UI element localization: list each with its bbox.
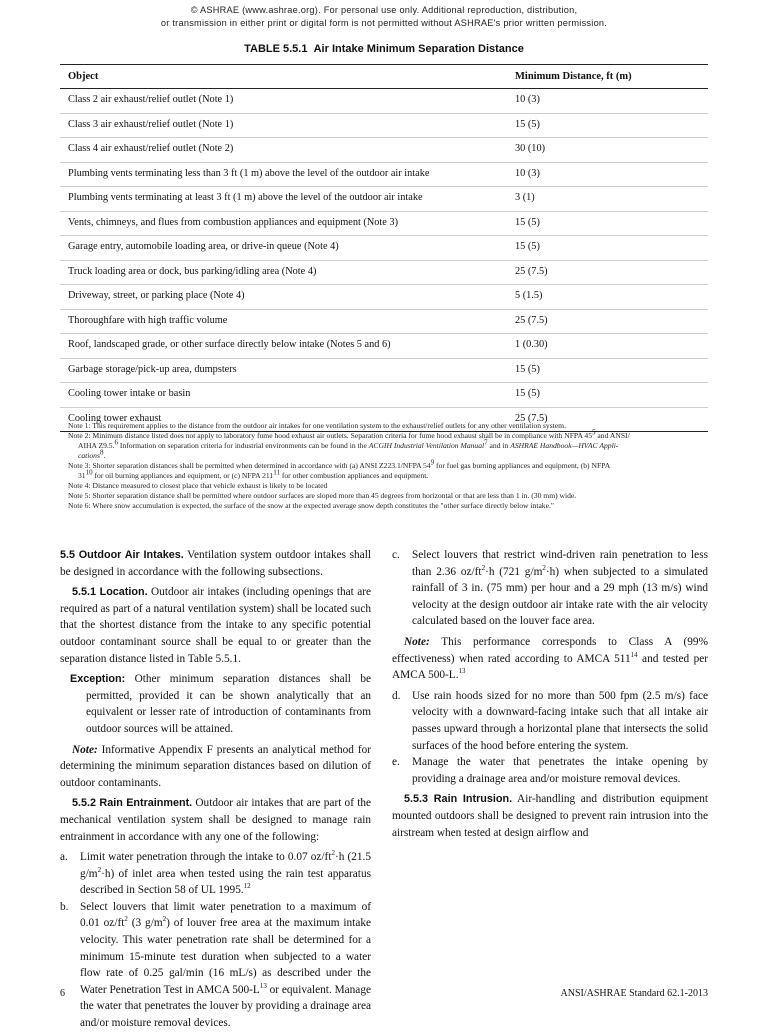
cell-object: Truck loading area or dock, bus parking/idling area (Note 4) [68,265,317,277]
note-4: Note 4: Distance measured to closest place that vehicle exhaust is likely to be located [68,481,328,490]
page-number: 6 [60,988,65,999]
section-5-5-2: 5.5.2 Rain Entrainment. Outdoor air intakes that are part of the mechanical ventilation system shall be designed to manage rain entrainment in accordance with any one of the following: [60,797,371,843]
cell-object: Plumbing vents terminating less than 3 ft (1 m) above the level of the outdoor air intake [68,167,430,179]
note-class-a: Note: This performance corresponds to Class A (99% effectiveness) when rated according to AMCA $511^{14}$ and tested per AMCA 500-L.$^{13}$ [392,635,708,682]
table-row [60,359,708,384]
table-row [60,310,708,335]
cell-distance: 1 (0.30) [515,339,548,350]
table-row [60,261,708,286]
table-row [60,285,708,310]
table-number: TABLE 5.5.1 [244,43,308,55]
table-top-rule [60,64,708,65]
list-item-d: d. Use rain hoods sized for no more than 500 fpm (2.5 m/s) face velocity with a downward-facing intake such that all intake air passes upward through a horizontal plane that intersects the solid surfaces of the hood before entering the system. [392,689,708,752]
exception: Exception: Other minimum separation distances shall be permitted, provided it can be shown analytically that an equivalent or lesser rate of introduction of contaminants from outdoor sources will be attained. [70,673,371,735]
cell-object: Class 3 air exhaust/relief outlet (Note 1) [68,118,234,130]
section-5-5-1: 5.5.1 Location. Outdoor air intakes (including openings that are required as part of a natural ventilation system) shall be located such that the shortest distance from the intake to any specific potential outdoor contaminant source shall be equal to or greater than the separation distance listed in Table 5.5.1. [60,586,371,665]
cell-object: Class 4 air exhaust/relief outlet (Note 2) [68,143,234,154]
table-caption: Air Intake Minimum Separation Distance [313,43,524,55]
list-item-e: e. Manage the water that penetrates the intake opening by providing a drainage area and/or moisture removal devices. [392,756,708,785]
cell-distance: 3 (1) [515,192,535,203]
cell-distance: 25 (7.5) [515,412,548,424]
note-1: Note 1: This requirement applies to the distance from the outdoor air intakes for one ventilation system to the exhaust/relief outlets for any other ventilation system. [68,421,566,430]
table-row [60,334,708,359]
table-row [60,212,708,237]
cell-object: Plumbing vents terminating at least 3 ft (1 m) above the level of the outdoor air intake [68,192,423,203]
cell-distance: 30 (10) [515,143,546,154]
standard-name: ANSI/ASHRAE Standard 62.1-2013 [560,988,708,999]
cell-distance: 10 (3) [515,94,540,105]
body-column-right [392,547,708,841]
body-column-left [60,547,371,1032]
section-5-5-3: 5.5.3 Rain Intrusion. Air-handling and distribution equipment mounted outdoors shall be designed to prevent rain intrusion into the airstream when tested at design airflow and [392,793,708,839]
cell-object: Cooling tower exhaust [68,412,162,424]
cell-distance: 5 (1.5) [515,290,543,301]
cell-object: Garage entry, automobile loading area, or drive-in queue (Note 4) [68,241,339,252]
table-row [60,138,708,163]
note-3-cont: $31^{10}$ for oil burning appliances and equipment, or (c) NFPA $211^{11}$ for other combustion appliances and equipment. [78,468,429,480]
table-row [60,114,708,139]
table-row [60,383,708,408]
cell-distance: 15 (5) [515,388,540,399]
note-2: Note 2: Minimum distance listed does not apply to laboratory fume hood exhaust air outlets. Separation criteria for fume hood exhaust shall be in compliance with NFPA $45^5$ and ANSI/ [68,428,630,440]
list-item-c: c. Select louvers that restrict wind-driven rain penetration to less than 2.36 $oz/ft^2\cdot h$ (721 $g/m^2\cdot h$) when subjected to a simulated rainfall of 3 in. (75 mm) per hour and a 29 mph (13 m/s) wind velocity at the design outdoor air intake rate with the air velocity calculated based on the louver face area. [392,549,708,628]
cell-distance: 15 (5) [515,216,540,228]
table-row [60,236,708,261]
cell-object: Driveway, street, or parking place (Note 4) [68,290,245,301]
column-header-object: Object [68,71,99,82]
note-2-end: cations$^8$. [78,448,106,460]
note-5: Note 5: Shorter separation distance shall be permitted where outdoor surfaces are sloped more than 45 degrees from horizontal or that are less than 1 in. (30 mm) wide. [68,491,577,500]
list-item-a: a. Limit water penetration through the intake to 0.07 $oz/ft^2\cdot h$ (21.5 $g/m^2\cdot h$) of inlet area when tested using the rain test apparatus described in Section 58 of UL 1995.12 [60,849,371,897]
table-row [60,187,708,212]
copyright-line-2: or transmission in either print or digital form is not permitted without ASHRAE's prior written permission. [160,18,608,28]
cell-object: Thoroughfare with high traffic volume [68,314,228,326]
table-body [60,89,708,432]
cell-distance: 15 (5) [515,241,540,252]
list-item-b: b. Select louvers that limit water penetration to a maximum of 0.01 $oz/ft^2$ (3 $g/m^2$) of louver free area at the maximum intake velocity. This water penetration rate shall be determined for a minimum 15-minute test duration when subjected to a water flow rate of 0.25 gal/min (16 mL/s) as described under the Water Penetration Test in AMCA $500-L^{13}$ or equivalent. Manage the water that penetrates the louver by providing a drainage area and/or moisture removal devices. [60,900,372,1030]
note-3: Note 3: Shorter separation distances shall be permitted when determined in accordance with (a) ANSI Z223.1/NFPA $54^9$ for fuel gas burning appliances and equipment, (b) NFPA [68,458,611,470]
cell-object: Roof, landscaped grade, or other surface directly below intake (Notes 5 and 6) [68,339,391,350]
cell-distance: 15 (5) [515,363,540,375]
cell-object: Class 2 air exhaust/relief outlet (Note 1) [68,94,234,105]
note-6: Note 6: Where snow accumulation is expected, the surface of the snow at the expected average snow depth constitutes the "other surface directly below intake." [68,501,554,510]
table-notes [68,421,708,511]
cell-object: Vents, chimneys, and flues from combustion appliances and equipment (Note 3) [68,216,398,228]
table-title [0,43,768,55]
column-header-distance: Minimum Distance, ft (m) [515,71,632,82]
cell-distance: 15 (5) [515,118,540,130]
cell-distance: 25 (7.5) [515,314,548,326]
note-2-cont: AIHA Z9.5.$^6$ Information on separation criteria for industrial environments can be found in the ACGIH Industrial Ventilation Manual$^7$ and in ASHRAE Handbook—HVAC Appli- [78,438,619,450]
table-row [60,163,708,188]
section-5-5: 5.5 Outdoor Air Intakes. Ventilation system outdoor intakes shall be designed in accordance with the following subsections. [60,549,371,578]
cell-object: Cooling tower intake or basin [68,388,191,399]
cell-distance: 25 (7.5) [515,265,548,277]
copyright-notice [0,4,768,30]
copyright-line-1: © ASHRAE (www.ashrae.org). For personal use only. Additional reproduction, distribution, [190,5,578,15]
table-header [60,66,708,89]
cell-object: Garbage storage/pick-up area, dumpsters [68,363,237,375]
note-appendix-f: Note: Informative Appendix F presents an analytical method for determining the minimum separation distances based on dilution of outdoor contaminants. [60,743,371,789]
cell-distance: 10 (3) [515,167,540,179]
table-row [60,89,708,114]
